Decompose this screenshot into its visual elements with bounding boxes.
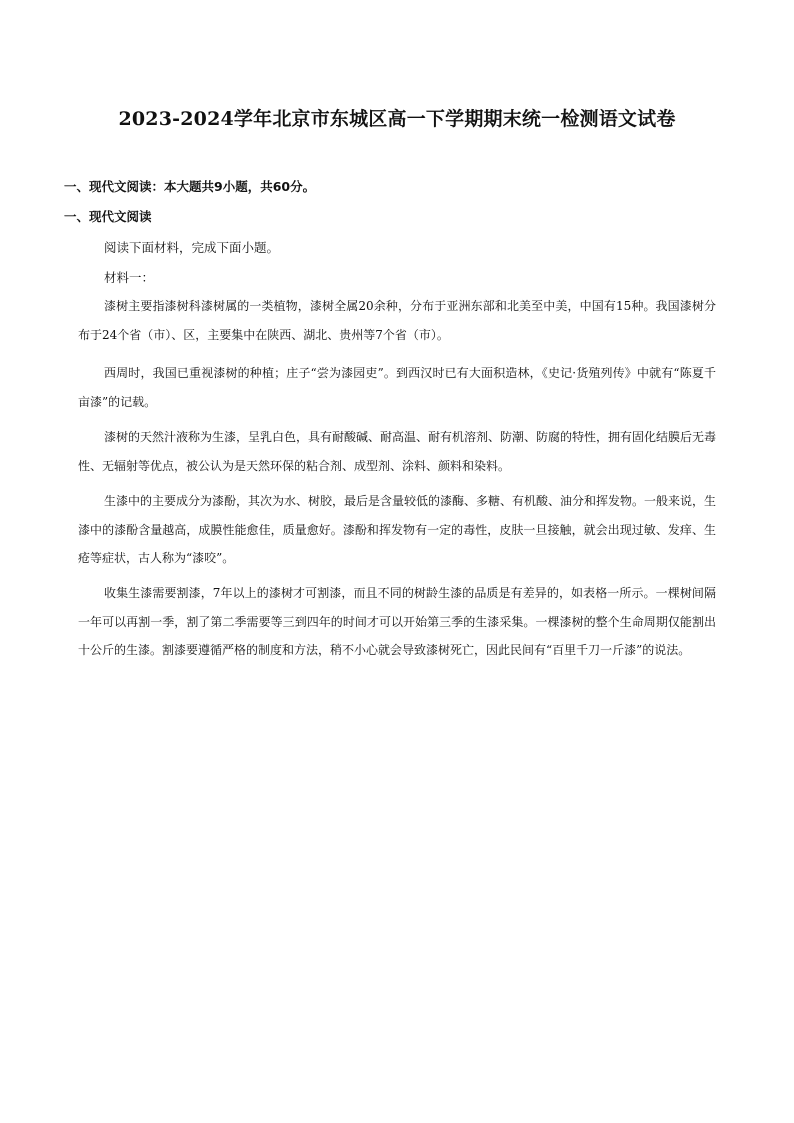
material-paragraph-4: 生漆中的主要成分为漆酚，其次为水、树胶，最后是含量较低的漆酶、多糖、有机酸、油分和挥发物。一般来说，生漆中的漆酚含量越高，成膜性能愈佳，质量愈好。漆酚和挥发物有一定的毒性，皮肤一旦接触，就会出现过敏、发痒、生疮等症状，古人称为“漆咬”。 xyxy=(78,494,717,565)
material-paragraph-1: 漆树主要指漆树科漆树属的一类植物，漆树全属20余种，分布于亚洲东部和北美至中美，中国有15种。我国漆树分布于24个省（市）、区，主要集中在陕西、湖北、贵州等7个省（市）。 xyxy=(78,299,716,342)
material-label: 材料一： xyxy=(104,270,155,285)
exam-title: 2023-2024学年北京市东城区高一下学期期末统一检测语文试卷 xyxy=(118,108,676,130)
material-paragraph-5: 收集生漆需要割漆，7年以上的漆树才可割漆，而且不同的树龄生漆的品质是有差异的，如表格一所示。一棵树间隔一年可以再割一季，割了第二季需要等三到四年的时间才可以开始第三季的生漆采集。一棵漆树的整个生命周期仅能割出十公斤的生漆。割漆要遵循严格的制度和方法，稍不小心就会导致漆树死亡，因此民间有“百里千刀一斤漆”的说法。 xyxy=(78,586,716,657)
subsection-heading: 一、现代文阅读 xyxy=(64,209,152,224)
material-paragraph-3: 漆树的天然汁液称为生漆，呈乳白色，具有耐酸碱、耐高温、耐有机溶剂、防潮、防腐的特性，拥有固化结膜后无毒性、无辐射等优点，被公认为是天然环保的粘合剂、成型剂、涂料、颜料和染料。 xyxy=(78,430,717,473)
reading-instruction: 阅读下面材料，完成下面小题。 xyxy=(104,240,280,255)
section-heading: 一、现代文阅读：本大题共9小题，共60分。 xyxy=(64,179,316,194)
material-paragraph-2: 西周时，我国已重视漆树的种植；庄子“尝为漆园吏”。到西汉时已有大面积造林，《史记·货殖列传》中就有“陈夏千亩漆”的记载。 xyxy=(78,366,716,409)
